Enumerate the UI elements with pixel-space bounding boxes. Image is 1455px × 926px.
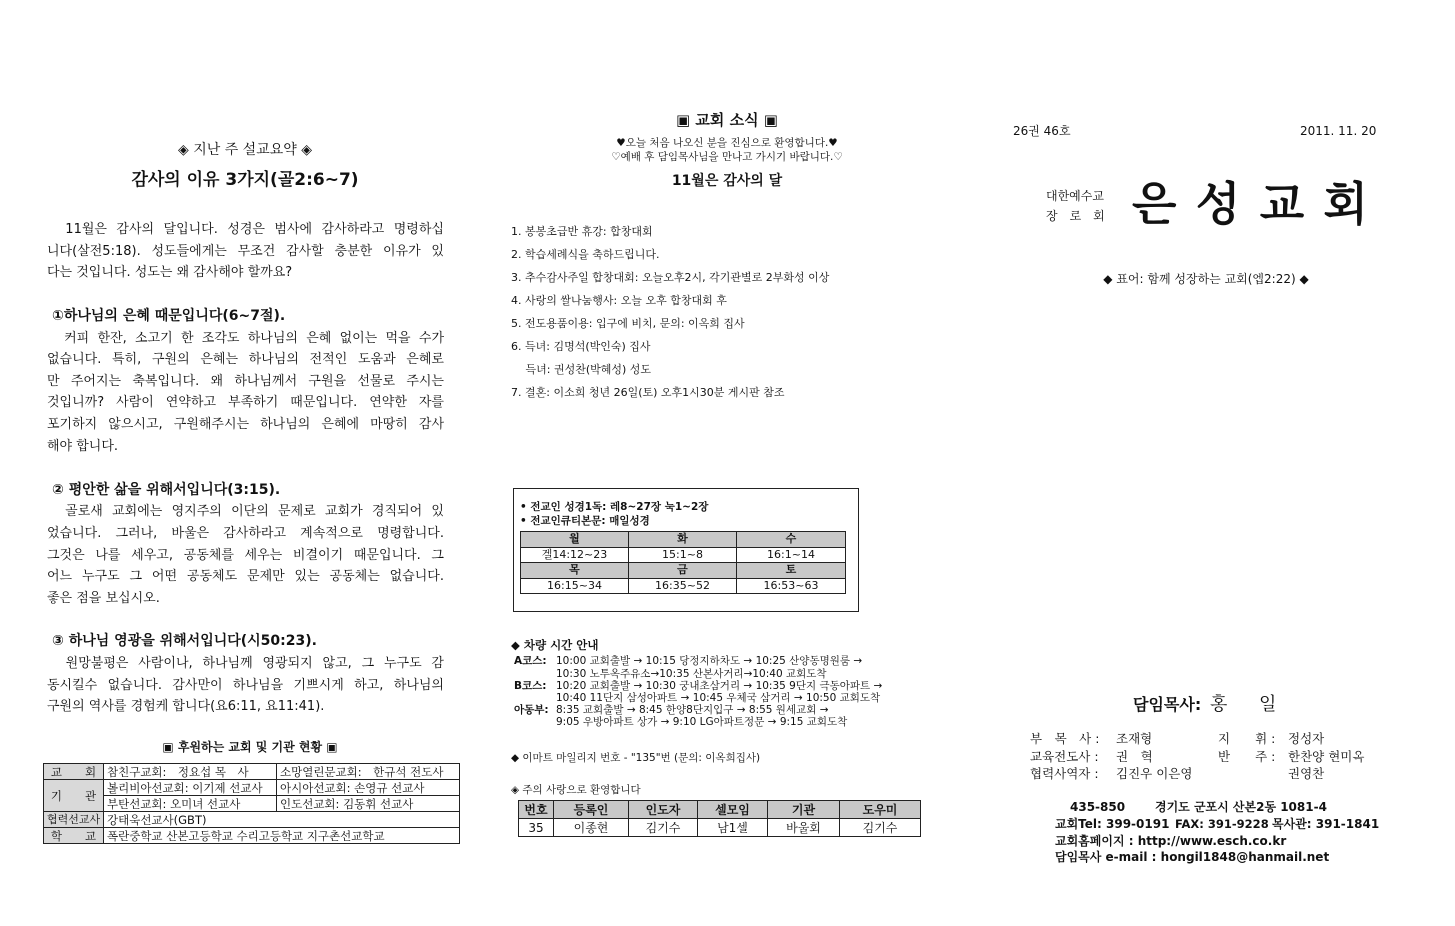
day-header: 화 [629,532,737,548]
qt-text: • 전교인큐티본문: 매일성경 [520,515,650,527]
column-header: 인도자 [629,801,698,819]
sermon-point-line: 만 주어지는 축복입니다. 왜 하나님께서 구원을 선물로 주시는 [47,374,444,389]
staff-name: 김진우 이은영 [1116,766,1193,781]
table-row [521,578,846,594]
support-item: 폭란중학교 산본고등학교 수리고등학교 지구촌선교학교 [104,828,460,844]
email-link[interactable]: 담임목사 e-mail : hongil1848@hanmail.net [1055,850,1330,864]
day-header: 목 [521,563,629,579]
sermon-point-line: 원망불평은 사람이나, 하나님께 영광되지 않고, 그 누구도 감 [47,656,444,671]
table-row [521,547,846,563]
sermon-point-line: 동시킬수 없습니다. 감사만이 하나님을 기쁘시게 하고, 하나님의 [47,678,444,693]
news-item: 2. 학습세례식을 축하드립니다. [511,248,660,261]
table-row [44,764,460,780]
table-row [44,828,460,844]
support-item: 부탄선교회: 오미녀 선교사 [104,796,277,812]
day-header: 수 [737,532,846,548]
zip-code: 435-850 [1070,800,1126,814]
column-header: 기관 [768,801,840,819]
bible-reading-box [513,488,859,612]
table-row [44,780,460,796]
news-item: 6. 득녀: 김명석(박인숙) 집사 [511,340,651,353]
table-cell: 35 [519,819,554,837]
table-row [521,563,846,579]
support-item: 소망열린문교회: 한규석 전도사 [277,764,460,780]
sermon-point-line: 포기하지 않으시고, 구원해주시는 하나님의 은혜에 마땅히 감사 [47,417,444,432]
table-cell: 김기수 [840,819,921,837]
support-category: 기 관 [44,780,104,812]
support-table [43,763,460,844]
support-title: ▣ 후원하는 교회 및 기관 현황 ▣ [162,740,338,754]
sermon-point-line: 그것은 나를 세우고, 공동체를 세우는 비결이기 때문입니다. 그 [47,548,444,563]
qt-reference: 15:1~8 [629,547,737,563]
welcome-message: ♥오늘 처음 나오신 분을 진심으로 환영합니다.♥ [616,137,838,149]
column-header: 도우미 [840,801,921,819]
denomination: 장 로 회 [1046,209,1105,223]
senior-pastor-name: 홍 [1210,694,1228,715]
news-item: 1. 봉봉초급반 휴강: 합창대회 [511,225,653,238]
sermon-point-line: 골로새 교회에는 영지주의 이단의 문제로 교회가 경직되어 있 [47,504,444,519]
staff-role: 지 휘 : [1218,731,1276,746]
table-cell: 남1셀 [698,819,768,837]
sermon-point-line: 없습니다. 특히, 구원의 은혜는 하나님의 전적인 도움과 은혜로 [47,352,444,367]
sermon-point-line: 좋은 점을 보십시오. [47,591,160,606]
table-cell: 이종현 [554,819,629,837]
church-address: 경기도 군포시 산본2동 1081-4 [1155,800,1327,814]
route-line: 10:20 교회출발 → 10:30 궁내초삼거리 → 10:35 9단지 극동아파트 → [556,680,883,692]
qt-reference: 16:15~34 [521,578,629,594]
staff-role: 반 주 : [1218,749,1276,764]
welcome-table-title: ◈ 주의 사랑으로 환영합니다 [511,784,641,796]
emart-mileage-note: ◆ 이마트 마일리지 번호 - "135"번 (문의: 이옥희집사) [511,752,761,764]
sermon-point-line: 구원의 역사를 경험케 합니다(요6:11, 요11:41). [47,699,325,714]
news-title: ▣ 교회 소식 ▣ [676,111,778,129]
church-name: 은 성 교 회 [1132,178,1368,230]
sermon-point-heading: ③ 하나님 영광을 위해서입니다(시50:23). [52,633,317,649]
sermon-intro-line: 다는 것입니다. 성도는 왜 감사해야 할까요? [47,265,293,280]
bible-reading-plan: • 전교인 성경1독: 레8~27장 눅1~2장 [520,501,709,513]
staff-role: 부 목 사 : [1030,731,1100,746]
staff-name: 한찬양 현미옥 [1288,749,1365,764]
table-row [521,532,846,548]
sermon-intro-line: 11월은 감사의 달입니다. 성경은 범사에 감사하라고 명령하십 [47,222,444,237]
church-phone: 교회Tel: 399-0191 [1055,817,1170,831]
issue-number: 26권 46호 [1013,124,1071,138]
staff-role: 교육전도사 : [1030,749,1099,764]
staff-name: 조재형 [1116,731,1153,746]
sermon-title: 감사의 이유 3가지(골2:6~7) [131,170,359,190]
support-item: 인도선교회: 김동휘 선교사 [277,796,460,812]
day-header: 금 [629,563,737,579]
route-line: 8:35 교회출발 → 8:45 한양8단지입구 → 8:55 원세교회 → [556,704,829,716]
newcomer-table [518,800,921,837]
table-row [519,801,921,819]
column-header: 번호 [519,801,554,819]
day-header: 토 [737,563,846,579]
route-label: A코스: [514,655,547,667]
qt-reference: 겔14:12~23 [521,547,629,563]
sermon-section-header: ◈ 지난 주 설교요약 ◈ [177,142,312,158]
qt-reference: 16:35~52 [629,578,737,594]
news-item: 5. 전도용품이용: 입구에 비치, 문의: 이옥희 집사 [511,317,745,330]
news-item: 7. 결혼: 이소희 청년 26일(토) 오후1시30분 게시판 참조 [511,386,785,399]
table-cell: 바울회 [768,819,840,837]
sermon-point-line: 해야 합니다. [47,439,119,454]
table-row [44,812,460,828]
month-theme: 11월은 감사의 달 [671,173,783,189]
route-label: B코스: [514,680,547,692]
sermon-point-heading: ② 평안한 삶을 위해서입니다(3:15). [52,482,281,498]
welcome-message: ♡예배 후 담임목사님을 만나고 가시기 바랍니다.♡ [611,151,843,163]
news-item: 3. 추수감사주일 합창대회: 오늘오후2시, 각기관별로 2부화성 이상 [511,271,830,284]
qt-reference: 16:53~63 [737,578,846,594]
table-row [519,819,921,837]
senior-pastor-name: 일 [1259,694,1277,715]
sermon-point-line: 어느 누구도 그 어떤 공동체도 문제만 있는 공동체는 없습니다. [47,569,444,584]
route-line: 10:00 교회출발 → 10:15 당정지하차도 → 10:25 산양동명원룸 → [556,655,863,667]
denomination: 대한예수교 [1046,189,1104,203]
support-category: 협력선교사 [44,812,104,828]
route-line: 10:40 11단지 삼성아파트 → 10:45 우체국 삼거리 → 10:50 교회도착 [556,692,881,704]
sermon-point-line: 것입니까? 사람이 연약하고 부족하기 때문입니다. 연약한 자를 [47,395,444,410]
support-category: 교 회 [44,764,104,780]
news-item: 득녀: 권성찬(박혜성) 성도 [511,363,652,376]
route-line: 9:05 우방아파트 상가 → 9:10 LG아파트정문 → 9:15 교회도착 [556,716,848,728]
route-line: 10:30 노투옥주유소→10:35 산본사거리→10:40 교회도착 [556,668,827,680]
support-item: 참친구교회: 정요섭 목 사 [104,764,277,780]
news-item: 4. 사랑의 쌀나눔행사: 오늘 오후 합창대회 후 [511,294,727,307]
staff-name: 권영찬 [1288,766,1325,781]
sermon-intro-line: 니다(살전5:18). 성도들에게는 무조건 감사할 충분한 이유가 있 [47,244,444,259]
staff-name: 권 혁 [1116,749,1153,764]
sermon-point-line: 커피 한잔, 소고기 한 조각도 하나님의 은혜 없이는 먹을 수가 [47,331,444,346]
bulletin-date: 2011. 11. 20 [1300,124,1377,138]
church-fax: FAX: 391-9228 [1175,817,1269,831]
staff-name: 정성자 [1288,731,1325,746]
support-item: 볼리비아선교회: 이기제 선교사 [104,780,277,796]
qt-schedule-table [520,531,846,594]
church-motto: ◆ 표어: 함께 성장하는 교회(엡2:22) ◆ [1103,272,1309,286]
parsonage-phone: 목사관: 391-1841 [1272,817,1380,831]
column-header: 등록인 [554,801,629,819]
senior-pastor-label: 담임목사: [1133,695,1202,714]
table-cell: 김기수 [629,819,698,837]
support-item: 아시아선교회: 손영규 선교사 [277,780,460,796]
day-header: 월 [521,532,629,548]
route-label: 아동부: [514,704,549,716]
column-header: 셀모임 [698,801,768,819]
sermon-point-heading: ①하나님의 은혜 때문입니다(6~7절). [52,308,286,324]
vehicle-title: ◆ 차량 시간 안내 [511,638,599,652]
support-item: 강태욱선교사(GBT) [104,812,460,828]
table-row [44,796,460,812]
sermon-point-line: 었습니다. 그러나, 바울은 감사하라고 계속적으로 명령합니다. [47,526,444,541]
staff-role: 협력사역자 : [1030,766,1099,781]
qt-reference: 16:1~14 [737,547,846,563]
homepage-link[interactable]: 교회홈페이지 : http://www.esch.co.kr [1055,834,1287,848]
support-category: 학 교 [44,828,104,844]
